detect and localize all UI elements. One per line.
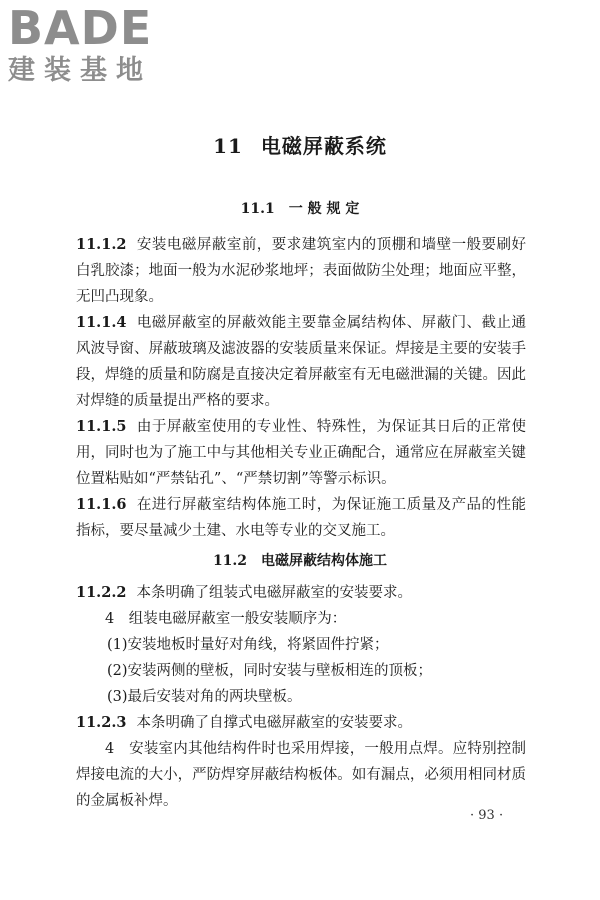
clause-number: 11.2.3 xyxy=(76,714,127,731)
page-number: · 93 · xyxy=(470,808,504,823)
section-heading-11-1 xyxy=(0,198,600,218)
section-number: 11.1 xyxy=(240,201,275,217)
clause-11-1-2 xyxy=(76,232,526,310)
chapter-name: 电磁屏蔽系统 xyxy=(260,134,387,158)
logo-wordmark: BADE xyxy=(8,1,153,55)
clause-11-2-3 xyxy=(76,710,526,736)
section-heading-11-2 xyxy=(0,550,600,570)
clause-text: 本条明确了自撑式电磁屏蔽室的安装要求。 xyxy=(136,715,412,731)
clause-11-2-2 xyxy=(76,580,526,606)
clause-text: 由于屏蔽室使用的专业性、特殊性，为保证其日后的正常使用，同时也为了施工中与其他相关专业正确配合，通常应在屏蔽室关键位置粘贴如“严禁钻孔”、“严禁切割”等警示标识。 xyxy=(76,419,526,487)
clause-text: 在进行屏蔽室结构体施工时，为保证施工质量及产品的性能指标，要尽量减少土建、水电等专业的交叉施工。 xyxy=(76,497,526,539)
clause-text: 安装电磁屏蔽室前，要求建筑室内的顶棚和墙壁一般要刷好白乳胶漆；地面一般为水泥砂浆地坪；表面做防尘处理；地面应平整，无凹凸现象。 xyxy=(76,237,526,305)
clause-11-1-4 xyxy=(76,310,526,414)
bade-logo xyxy=(8,1,153,86)
clause-number: 11.1.4 xyxy=(76,314,127,331)
chapter-title xyxy=(0,130,600,159)
section-title: 电磁屏蔽结构体施工 xyxy=(261,553,388,569)
chapter-number: 11 xyxy=(213,134,243,158)
logo-subtitle: 建装基地 xyxy=(8,55,152,86)
clause-11-1-5 xyxy=(76,414,526,492)
clause-11-2-2-item-4: 4 组装电磁屏蔽室一般安装顺序为： xyxy=(105,611,347,627)
clause-11-1-6 xyxy=(76,492,526,544)
clause-text: 本条明确了组装式电磁屏蔽室的安装要求。 xyxy=(136,585,412,601)
section-number: 11.2 xyxy=(212,553,248,569)
install-step-1: (1)安装地板时量好对角线，将紧固件拧紧； xyxy=(107,637,389,653)
clause-number: 11.1.6 xyxy=(76,496,127,513)
section-title: 一 般 规 定 xyxy=(288,201,360,217)
clause-number: 11.2.2 xyxy=(76,584,127,601)
clause-number: 11.1.5 xyxy=(76,418,127,435)
install-step-2: (2)安装两侧的壁板，同时安装与壁板相连的顶板； xyxy=(107,663,433,679)
clause-text: 电磁屏蔽室的屏蔽效能主要靠金属结构体、屏蔽门、截止通风波导窗、屏蔽玻璃及滤波器的安装质量来保证。焊接是主要的安装手段，焊缝的质量和防腐是直接决定着屏蔽室有无电磁泄漏的关键。因此对焊缝的质量提出严格的要求。 xyxy=(76,315,526,409)
install-step-3: (3)最后安装对角的两块壁板。 xyxy=(107,689,302,705)
clause-number: 11.1.2 xyxy=(76,236,127,253)
clause-11-2-3-item-4: 4 安装室内其他结构件时也采用焊接，一般用点焊。应特别控制焊接电流的大小，严防焊穿屏蔽结构板体。如有漏点，必须用相同材质的金属板补焊。 xyxy=(76,741,526,809)
